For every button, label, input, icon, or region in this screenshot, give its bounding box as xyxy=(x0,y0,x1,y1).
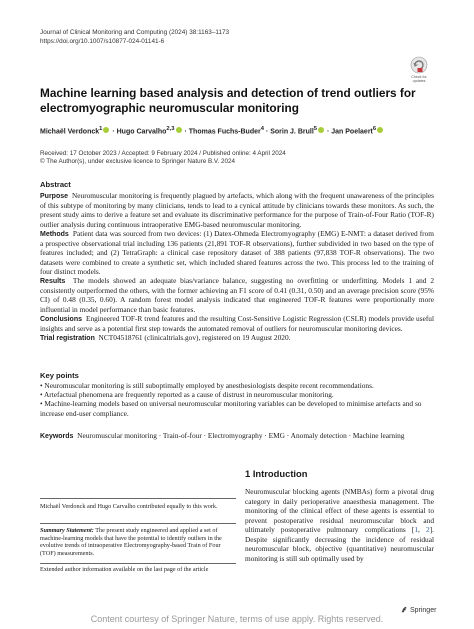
author-name[interactable]: Hugo Carvalho xyxy=(116,128,167,136)
abstract-conclusions xyxy=(40,314,434,333)
abstract-purpose xyxy=(40,191,434,229)
badge-text-line1: Check for xyxy=(411,75,427,79)
conclusions-label: Conclusions xyxy=(40,315,83,323)
journal-citation: Journal of Clinical Monitoring and Computing (2024) 38:1163–1173 xyxy=(40,29,230,36)
author-name[interactable]: Michaël Verdonck xyxy=(40,128,100,136)
methods-text: Patient data was sourced from two devices: (1) Datex-Ohmeda Electromyography (EMG) E-NMT: a dataset derived from a prospective observational trial including 136 patients (21,891 TOF-R observations), further subdivided in two based on the type of features included; and (2) TetraGraph: a clinical case repository dataset of 388 patients (97,838 TOF-R observations). The two datasets were combined to create a synthetic set, which included shared features across the two. This process led to the training of four distinct models. xyxy=(40,228,435,276)
affiliation-sup: 6 xyxy=(372,126,377,132)
footnote-divider xyxy=(40,523,236,524)
citation-link[interactable]: 2 xyxy=(426,525,430,535)
publisher-name: Springer xyxy=(409,607,437,614)
keywords xyxy=(40,431,434,442)
results-label: Results xyxy=(40,277,66,285)
key-point-item: • Neuromuscular monitoring is still suboptimally employed by anesthesiologists despite recent recommendations. xyxy=(40,381,374,390)
orcid-icon[interactable] xyxy=(176,127,182,133)
badge-text-line2: updates xyxy=(412,79,426,84)
check-for-updates-badge[interactable] xyxy=(405,56,433,86)
abstract-results xyxy=(40,276,434,314)
abstract-heading: Abstract xyxy=(40,180,71,189)
publication-dates xyxy=(40,150,286,166)
affiliation-sup: 4 xyxy=(260,126,264,132)
abstract-registration xyxy=(40,333,434,343)
journal-header xyxy=(40,28,229,46)
springer-horse-icon xyxy=(401,606,408,613)
extended-author-info: Extended author information available on the last page of the article xyxy=(40,566,209,573)
key-point-item: • Artefactual phenomena are frequently reported as a cause of distrust in neuromuscular monitoring. xyxy=(40,390,334,400)
orcid-icon[interactable] xyxy=(377,127,383,133)
author-list: Michaël Verdonck$^1$ · Hugo Carvalho$^{2,3}$ · Thomas Fuchs-Buder$^4$ · Sorin J. Brull$^5$ · Jan Poelaert$^6$ xyxy=(40,125,440,136)
key-point-item: • Machine-learning models based on universal neuromuscular monitoring variables can be developed to minimise artefacts and so increase end-user compliance. xyxy=(40,399,422,418)
abstract-body xyxy=(40,191,434,344)
orcid-icon[interactable] xyxy=(318,127,324,133)
results-text: The models showed an adequate bias/variance balance, suggesting no overfitting or underfitting. Models 1 and 2 consistently outperformed the others, with the former achieving an F1 score of 0.41 (0.31, 0.50) and an average precision score (95% CI) of 0.48 (0.35, 0.60). A random forest model analysis indicated that engineered TOF-R features were proportionally more influential in model performance than basic features. xyxy=(40,275,434,314)
history-dates: Received: 17 October 2023 / Accepted: 9 February 2024 / Published online: 4 April 2024 xyxy=(40,150,286,157)
key-points-heading: Key points xyxy=(40,371,79,380)
keywords-label: Keywords xyxy=(40,433,74,440)
affiliation-sup: 5 xyxy=(313,126,318,132)
key-points-list xyxy=(40,381,434,418)
orcid-icon[interactable] xyxy=(103,127,109,133)
introduction-text xyxy=(245,487,434,563)
registration-label: Trial registration xyxy=(40,335,95,343)
purpose-text: Neuromuscular monitoring is frequently plagued by artefacts, which along with the frequent unawareness of the principles of this subtype of monitoring by many clinicians, tends to lead to a cynical attitude by clinicians towards these monitors. As such, the present study aims to derive a feature set and evaluate its discriminative performance for the purpose of Train-of-Four Ratio (TOF-R) outlier analysis during continuous intraoperative EMG-based neuromuscular monitoring. xyxy=(40,191,434,229)
copyright-footer: Content courtesy of Springer Nature, terms of use apply. Rights reserved. xyxy=(90,614,384,624)
author-name[interactable]: Sorin J. Brull xyxy=(270,128,314,136)
footnote-divider xyxy=(40,563,236,564)
registration-text: NCT04518761 (clinicaltrials.gov), registered on 19 August 2020. xyxy=(98,333,291,343)
purpose-label: Purpose xyxy=(40,193,69,200)
intro-para-end: ]. Despite significantly decreasing the incidence of residual neuromuscular block, objective (quantitative) neuromuscular monitoring is still sub optimally used by xyxy=(245,525,434,563)
article-title: Machine learning based analysis and detection of trend outliers for electromyographic neuromuscular monitoring xyxy=(40,86,416,115)
citation-separator: , xyxy=(418,525,427,535)
copyright-line: © The Author(s), under exclusive licence to Springer Nature B.V. 2024 xyxy=(40,158,236,166)
author-name[interactable]: Thomas Fuchs-Buder xyxy=(188,128,261,136)
footnote-divider xyxy=(40,498,236,499)
summary-text: The present study engineered and applied a set of machine-learning models that have the potential to identify outliers in the evolutive trends of intraoperative Electromyography-based Train of Four (TOF) measurements. xyxy=(40,527,222,557)
citation-link[interactable]: 1 xyxy=(414,525,419,535)
methods-label: Methods xyxy=(40,230,69,238)
abstract-methods xyxy=(40,229,434,276)
contribution-note: Michaël Verdonck and Hugo Carvalho contributed equally to this work. xyxy=(40,503,218,510)
introduction-heading: 1 Introduction xyxy=(245,468,308,479)
affiliation-sup: 1 xyxy=(99,126,103,132)
summary-label: Summary Statement: xyxy=(40,527,94,534)
affiliation-sup: 2,3 xyxy=(166,126,175,132)
check-for-updates-icon xyxy=(405,56,433,76)
conclusions-text: Engineered TOF-R trend features and the resulting Cost-Sensitive Logistic Regression (CSLR) models provide useful insights and serve as a potential first step towards the automated removal of outliers for neuromuscular monitoring devices. xyxy=(40,313,434,334)
doi-link[interactable]: https://doi.org/10.1007/s10877-024-01141-6 xyxy=(40,38,165,45)
intro-para-start: Neuromuscular blocking agents (NMBAs) form a pivotal drug category in daily perioperative anaesthesia management. The monitoring of the clinical effect of these agents is essential to prevent postoperative residual neuromuscular block and ultimately postoperative pulmonary complications [ xyxy=(245,487,434,535)
author-name[interactable]: Jan Poelaert xyxy=(331,128,373,136)
keywords-text: Neuromuscular monitoring · Train-of-four · Electromyography · EMG · Anomaly detection · Machine learning xyxy=(77,431,405,440)
summary-statement xyxy=(40,527,236,557)
